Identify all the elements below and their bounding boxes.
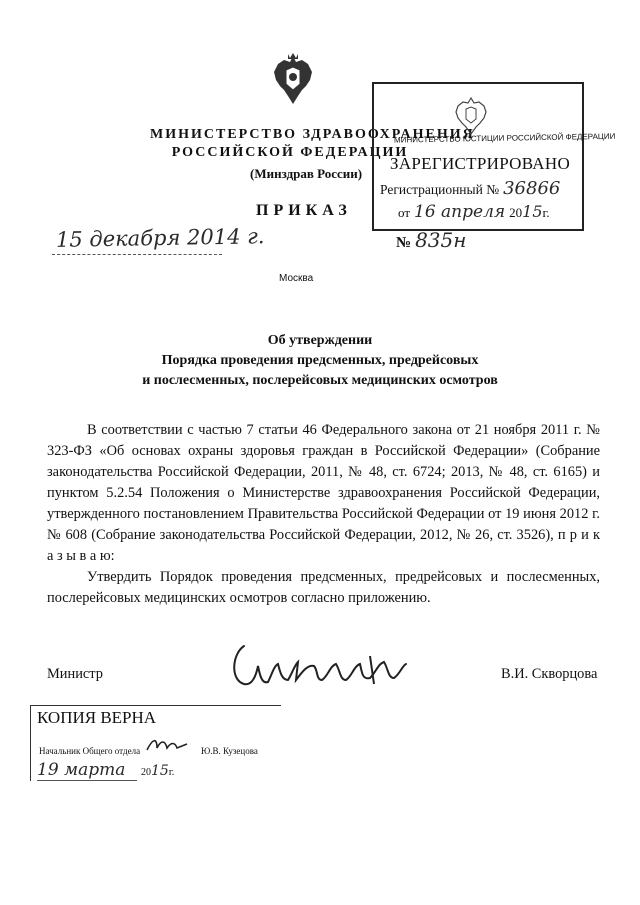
coat-of-arms-emblem (268, 50, 318, 110)
registration-year-suffix: г. (542, 205, 550, 220)
registration-date-row (398, 202, 550, 222)
registration-date-value: 16 апреля (414, 202, 506, 222)
registration-year-value: 15 (522, 202, 543, 221)
copy-stamp-date-row (37, 760, 174, 781)
copy-stamp-signature (143, 734, 193, 758)
registration-number-value: 36866 (503, 178, 561, 199)
order-body (47, 420, 600, 609)
body-paragraph-2: Утвердить Порядок проведения предсменных, предрейсовых и послесменных, послерейсовых медицинских осмотров согласно приложению. (47, 569, 600, 606)
registration-stamp (372, 82, 616, 231)
subject-line-3: и послесменных, послерейсовых медицинских осмотров (142, 373, 498, 388)
ministry-short-name: (Минздрав России) (250, 166, 363, 181)
order-date: 15 декабря 2014 г. (55, 224, 265, 252)
registration-status: ЗАРЕГИСТРИРОВАНО (390, 154, 571, 173)
subject-line-2: Порядка проведения предсменных, предрейсовых (161, 353, 479, 368)
body-paragraph-1 (47, 420, 600, 567)
copy-stamp-title: КОПИЯ ВЕРНА (37, 708, 157, 727)
registration-date-prefix: от (398, 205, 411, 220)
registration-agency: МИНИСТЕРСТВО ЮСТИЦИИ РОССИЙСКОЙ ФЕДЕРАЦИИ (393, 131, 616, 145)
handwritten-signature (222, 636, 412, 696)
copy-certification-stamp (30, 705, 281, 781)
order-subject (40, 331, 600, 391)
order-city: Москва (279, 273, 314, 284)
registration-stamp-emblem (452, 94, 490, 136)
copy-stamp-position: Начальник Общего отдела (39, 746, 141, 756)
copy-stamp-year: 15 (151, 763, 169, 779)
order-date-underline (52, 254, 222, 255)
registration-number-label: Регистрационный № (380, 182, 500, 197)
document-title: ПРИКАЗ (256, 202, 352, 219)
body-order-word: п р и к а з ы в а ю: (47, 527, 600, 564)
body-paragraph-1-text: В соответствии с частью 7 статьи 46 Федерального закона от 21 ноября 2011 г. № 323-ФЗ «Об основах охраны здоровья граждан в Российской Федерации» (Собрание законодательства Российской Федерации, 2011, № 48, ст. 6724; 2013, № 48, ст. 6165) и пунктом 5.2.54 Положения о Министерстве здравоохранения Российской Федерации, утвержденного постановлением Правительства Российской Федерации от 19 июня 2012 г. № 608 (Собрание законодательства Российской Федерации, 2012, № 26, ст. 3526), (47, 422, 600, 543)
ministry-name-line2: РОССИЙСКОЙ ФЕДЕРАЦИИ (171, 145, 409, 160)
order-number-row (396, 228, 466, 252)
signatory-name: В.И. Скворцова (501, 666, 598, 682)
subject-line-1: Об утверждении (267, 333, 373, 348)
copy-stamp-year-suffix: г. (168, 767, 175, 778)
copy-stamp-date: 19 марта (37, 760, 137, 781)
order-number-value: 835н (415, 228, 467, 252)
registration-number-row (380, 178, 560, 199)
signature-position: Министр (47, 666, 103, 682)
ministry-name-line1: МИНИСТЕРСТВО ЗДРАВООХРАНЕНИЯ (150, 127, 475, 142)
order-number-label: № (396, 235, 412, 251)
copy-stamp-name: Ю.В. Кузецова (201, 746, 258, 756)
registration-year-prefix: 20 (509, 205, 523, 220)
copy-stamp-year-prefix: 20 (141, 767, 151, 778)
